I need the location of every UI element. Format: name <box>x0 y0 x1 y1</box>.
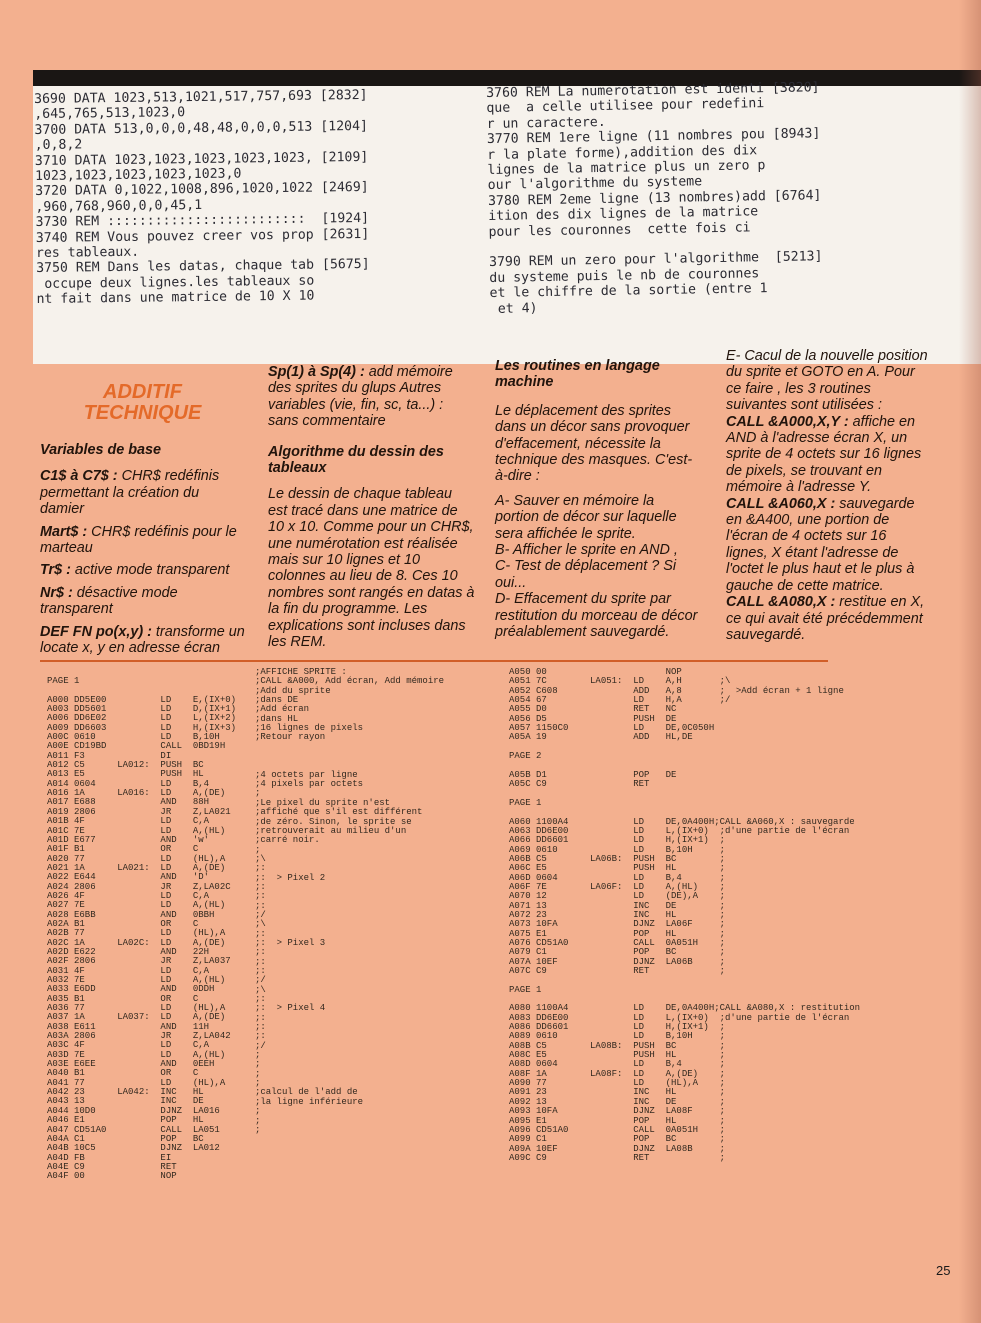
section-divider <box>40 660 828 662</box>
routine-a000: CALL &A000,X,Y : affiche en AND à l'adresse écran X, un sprite de 4 octets sur 16 lignes de pixels, se trouvant en mémoire à l'adresse Y. <box>726 413 922 496</box>
step-c: C- Test de déplacement ? Si oui... <box>495 558 677 591</box>
page-number: 25 <box>936 1263 951 1278</box>
routines-body: Le déplacement des sprites dans un décor sans provoquer d'effacement, nécessite la technique des masques. C'est-à-dire : <box>495 402 693 485</box>
column-routines <box>495 358 702 641</box>
asm-listing-comments: ;AFFICHE SPRITE : ;CALL &A000, Add écran, Add mémoire ;Add du sprite ;dans DE ;Add écran ;dans HL ;16 lignes de pixels ;Retour rayon ;4 octets par ligne ;4 pixels par octets ; ;Le pixel du sprite n'est ;affiché que s'il est différent ;de zéro. Sinon, le sprite se ;retrouverait au milieu d'un ;carré noir. ; ;\ ;: ;: > Pixel 2 ;: ;: ;: ;/ ;\ ;: ;: > Pixel 3 ;: ;: ;: ;/ ;\ ;: ;: > Pixel 4 ;: ;: ;: ;/ ; ; ; ; ;calcul de l'add de ;la ligne inférieure ; ; ; <box>255 667 445 1135</box>
sprites-variables: Sp(1) à Sp(4) : add mémoire des sprites du glups Autres variables (vie, fin, sc, ta...) : sans commentaire <box>268 364 453 430</box>
variable-item: Nr$ : désactive mode transparent <box>40 584 178 618</box>
variable-item: C1$ à C7$ : CHR$ redéfinis permettant la création du damier <box>40 468 220 518</box>
algorithm-body: Le dessin de chaque tableau est tracé dans une matrice de 10 x 10. Comme pour un CHR$, une numérotation est réalisée mais sur 10 lignes et 10 colonnes au lieu de 8. Ces 10 nombres sont rangés en datas à la fin du programme. Les explications sont incluses dans les REM. <box>268 486 475 651</box>
section-title: ADDITIF TECHNIQUE <box>83 381 202 424</box>
variable-item: Tr$ : active mode transparent <box>40 562 230 579</box>
column-additif-technique <box>40 382 245 656</box>
top-black-bar <box>33 70 981 86</box>
basic-listing-left: 3690 DATA 1023,513,1021,517,757,693 [2832] ,645,765,513,1023,0 3700 DATA 513,0,0,0,48,48,0,0,0,513 [1204] ,0,8,2 3710 DATA 1023,1023,1023,1023,1023, [2109] 1023,1023,1023,1023,1023,0 3720 DATA 0,1022,1008,896,1020,1022 [2469] ,960,768,960,0,0,45,1 3730 REM ::::::::::::::::::::::::: [1924] 3740 REM Vous pouvez creer vos prop [2631] res tableaux. 3750 REM Dans les datas, chaque tab [5675] occupe deux lignes.les tableaux so nt fait dans une matrice de 10 X 10 <box>34 87 370 308</box>
routine-a060: CALL &A060,X : sauvegarde en &A400, une portion de l'écran de 4 octets sur 16 lignes, X étant l'adresse de l'octet le plus haut et le plus à gauche de cette matrice. <box>726 495 915 594</box>
column-algorithme <box>268 364 475 651</box>
column-call-routines <box>726 348 930 643</box>
step-e: E- Cacul de la nouvelle position du sprite et GOTO en A. Pour ce faire , les 3 routines suivantes sont utilisées : <box>726 348 928 414</box>
page-edge-shadow <box>959 0 981 1323</box>
routine-a080: CALL &A080,X : restitue en X, ce qui avait été précédemment sauvegardé. <box>726 594 925 643</box>
algorithm-heading: Algorithme du dessin des tableaux <box>268 443 444 477</box>
step-a: A- Sauver en mémoire la portion de décor sur laquelle sera affichée le sprite. <box>495 492 677 542</box>
step-b: B- Afficher le sprite en AND , <box>495 542 678 559</box>
basic-listing-right: 3760 REM La numerotation est identi [3820] que a celle utilisee pour redefini r un caractere. 3770 REM 1ere ligne (11 nombres pou [8943] r la plate forme),addition des dix lignes de la matrice plus un zero p our l'algorithme du systeme 3780 REM 2eme ligne (13 nombres)add [6764] ition des dix lignes de la matrice pour les couronnes cette fois ci 3790 REM un zero pour l'algorithme [5213] du systeme puis le nb de couronnes et le chiffre de la sortie (entre 1 et 4) <box>486 80 823 317</box>
asm-listing-left: PAGE 1 A000 DD5E00 LD E,(IX+0) A003 DD5601 LD D,(IX+1) A006 DD6E02 LD L,(IX+2) A009 DD6603 LD H,(IX+3) A00C 0610 LD B,10H A00E CD19BD CALL 0BD19H A011 F3 DI A012 C5 LA012: PUSH BC A013 E5 PUSH HL A014 0604 LD B,4 A016 1A LA016: LD A,(DE) A017 E688 AND 88H A019 2806 JR Z,LA021 A01B 4F LD C,A A01C 7E LD A,(HL) A01D E677 AND 'w' A01F B1 OR C A020 77 LD (HL),A A021 1A LA021: LD A,(DE) A022 E644 AND 'D' A024 2806 JR Z,LA02C A026 4F LD C,A A027 7E LD A,(HL) A028 E6BB AND 0BBH A02A B1 OR C A02B 77 LD (HL),A A02C 1A LA02C: LD A,(DE) A02D E622 AND 22H A02F 2806 JR Z,LA037 A031 4F LD C,A A032 7E LD A,(HL) A033 E6DD AND 0DDH A035 B1 OR C A036 77 LD (HL),A A037 1A LA037: LD A,(DE) A038 E611 AND 11H A03A 2806 JR Z,LA042 A03C 4F LD C,A A03D 7E LD A,(HL) A03E E6EE AND 0EEH A040 B1 OR C A041 77 LD (HL),A A042 23 LA042: INC HL A043 13 INC DE A044 10D0 DJNZ LA016 A046 E1 POP HL A047 CD51A0 CALL LA051 A04A C1 POP BC A04B 10C5 DJNZ LA012 A04D FB EI A04E C9 RET A04F 00 NOP <box>47 676 237 1182</box>
variables-heading: Variables de base <box>40 442 162 458</box>
variable-item: DEF FN po(x,y) : transforme un locate x, y en adresse écran <box>40 623 245 657</box>
routines-heading: Les routines en langage machine <box>495 358 660 391</box>
asm-listing-right: A050 00 NOP A051 7C LA051: LD A,H ;\ A052 C608 ADD A,8 ; >Add écran + 1 ligne A054 67 LD H,A ;/ A055 D0 RET NC A056 D5 PUSH DE A057 1150C0 LD DE,0C050H A05A 19 ADD HL,DE PAGE 2 A05B D1 POP DE A05C C9 RET PAGE 1 A060 1100A4 LD DE,0A400H;CALL &A060,X : sauvegarde A063 DD6E00 LD L,(IX+0) ;d'une partie de l'écran A066 DD6601 LD H,(IX+1) ; A069 0610 LD B,10H ; A06B C5 LA06B: PUSH BC ; A06C E5 PUSH HL ; A06D 0604 LD B,4 ; A06F 7E LA06F: LD A,(HL) ; A070 12 LD (DE),A ; A071 13 INC DE ; A072 23 INC HL ; A073 10FA DJNZ LA06F ; A075 E1 POP HL ; A076 CD51A0 CALL 0A051H ; A079 C1 POP BC ; A07A 10EF DJNZ LA06B ; A07C C9 RET ; PAGE 1 A080 1100A4 LD DE,0A400H;CALL &A080,X : restitution A083 DD6E00 LD L,(IX+0) ;d'une partie de l'écran A086 DD6601 LD H,(IX+1) ; A089 0610 LD B,10H ; A08B C5 LA08B: PUSH BC ; A08C E5 PUSH HL ; A08D 0604 LD B,4 ; A08F 1A LA08F: LD A,(DE) ; A090 77 LD (HL),A ; A091 23 INC HL ; A092 13 INC DE ; A093 10FA DJNZ LA08F ; A095 E1 POP HL ; A096 CD51A0 CALL 0A051H ; A099 C1 POP BC ; A09A 10EF DJNZ LA08B ; A09C C9 RET ; <box>509 667 861 1163</box>
step-d: D- Effacement du sprite par restitution du morceau de décor préalablement sauvegardé. <box>495 591 698 641</box>
variable-item: Mart$ : CHR$ redéfinis pour le marteau <box>40 523 237 557</box>
